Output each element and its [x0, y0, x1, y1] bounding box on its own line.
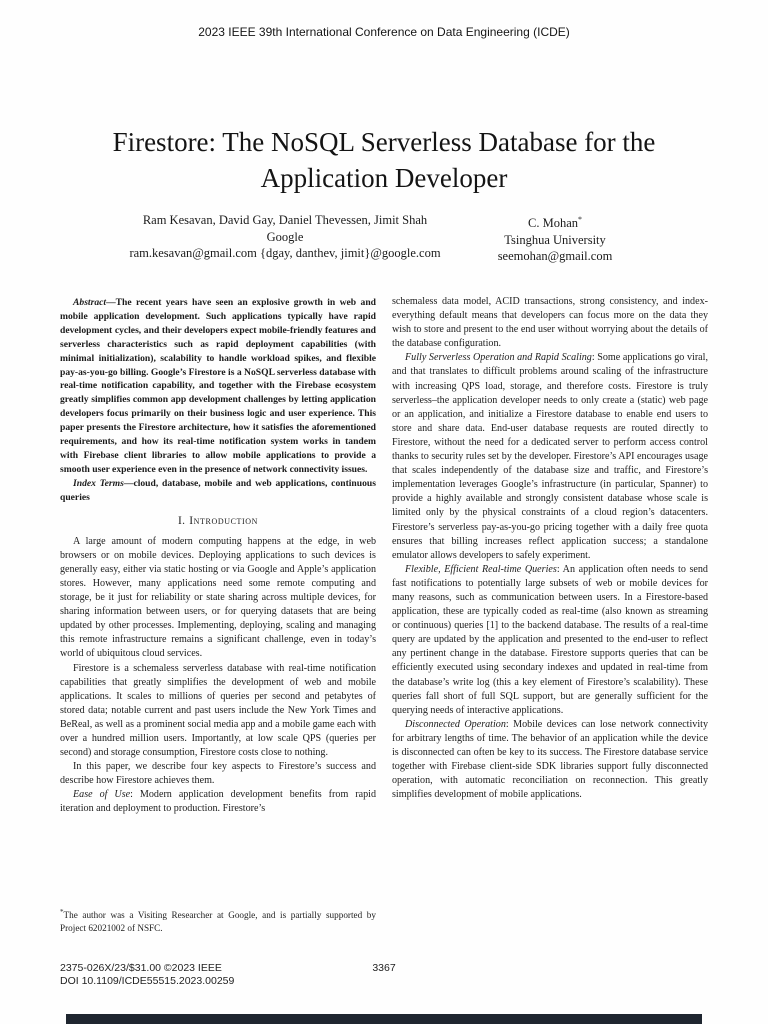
copyright-line: 2375-026X/23/$31.00 ©2023 IEEE [60, 962, 222, 974]
author-group-tsinghua [465, 212, 645, 265]
right-paragraph-serverless-scaling [392, 351, 708, 562]
right-paragraph-continuation: schemaless data model, ACID transactions, strong consistency, and index-everything default means that developers can focus more on the data they wish to store and present to the end user without worrying about the details of the database configuration. [392, 296, 708, 350]
author-email: seemohan@gmail.com [497, 249, 613, 264]
abstract-lead: Abstract [73, 297, 107, 308]
author-name: C. Mohan* [528, 215, 582, 231]
abstract-paragraph [60, 296, 376, 477]
paragraph-text: : Mobile devices can lose network connectivity for arbitrary lengths of time. The behavior of an application while the device is disconnected can often be key to its success. The Firestore database service together with Firebase client-side SDK libraries support fully disconnected operation, with automatic reconciliation on reconnection. This greatly simplifies development of mobile applications. [392, 718, 708, 801]
viewer-bottom-bar [66, 1014, 702, 1024]
paragraph-text: : Modern application development benefits from rapid iteration and deployment to production. Firestore’s [60, 789, 377, 815]
author-footnote [60, 906, 376, 934]
author-emails: ram.kesavan@gmail.com {dgay, danthev, jimit}@google.com [129, 246, 441, 260]
paragraph-text: : An application often needs to send fast notifications to potentially large subsets of web or mobile devices for many reasons, such as communication between users. In a Firestore-based application, these are typically coded as real-time (also known as streaming or continuous) queries [1] to the backend database. The results of a real-time query are updated by the application and presented to the end-user to reflect any pertinent change in the database. Firestore supports queries that can be efficiently executed using secondary indexes and updated in real-time from the database’s write log (this a key element of Firestore’s scalability). These queries fall short of full SQL support, but are generally sufficient for the querying needs of interactive applications. [392, 563, 708, 716]
paragraph-lead: Flexible, Efficient Real-time Queries [405, 563, 557, 575]
paper-title-line2: Application Developer [260, 163, 508, 193]
author-footnote-marker: * [578, 215, 582, 224]
paper-title [40, 124, 728, 196]
left-column [60, 296, 376, 817]
right-column [392, 295, 708, 802]
author-affiliation: Google [266, 229, 304, 244]
conference-header: 2023 IEEE 39th International Conference on Data Engineering (ICDE) [198, 25, 570, 39]
footnote-marker: * [60, 908, 64, 916]
intro-paragraph-1: A large amount of modern computing happens at the edge, in web browsers or on mobile devices. Deploying applications to such devices is generally easy, either via static hosting or via Google and Apple’s application stores. However, many applications need some remote computing and storage, be it just for reliability or state sharing across multiple devices, for sharing information between users, or for querying datasets that are being updated by other processes. Implementing, deploying, scaling and managing this remote infrastructure remains a significant challenge, even in today’s world of ubiquitous cloud services. [60, 535, 376, 660]
index-terms-lead: Index Terms [73, 477, 124, 489]
doi-line: DOI 10.1109/ICDE55515.2023.00259 [60, 974, 235, 987]
page-number: 3367 [372, 962, 396, 974]
footnote-text: The author was a Visiting Researcher at Google, and is partially supported by Project 62021002 of NSFC. [60, 910, 376, 933]
right-paragraph-realtime-queries [392, 563, 708, 718]
index-terms-text: —cloud, database, mobile and web applications, continuous queries [60, 477, 376, 503]
abstract-text: —The recent years have seen an explosive growth in web and mobile application development. Such applications typically have rapid development cycles, and their developers expect mobile-friendly features and serverless characteristics such as rapid deployment capabilities (with minimal initialization), scalability to handle workload spikes, and flexible pay-as-you-go billing. Google’s Firestore is a NoSQL serverless database with real-time notification capability, and together with the Firebase ecosystem greatly simplifies common app development challenges by letting application developers focus primarily on their business logic and user experience. This paper presents the Firestore architecture, how it satisfies the aforementioned requirements, and how its real-time notification system works in tandem with Firebase client libraries to allow mobile applications to provide a smooth user experience even in the presence of network connectivity issues. [60, 297, 376, 475]
section-title: Introduction [189, 514, 259, 527]
intro-paragraph-2: Firestore is a schemaless serverless database with real-time notification capabilities that greatly simplifies the development of web and mobile applications. It scales to millions of queries per second and petabytes of stored data; notable current and past users include the New York Times and BeReal, as well as a prominent social media app and a mobile game each with over a hundred million users. Importantly, at low scale QPS (queries per second) and storage consumption, Firestore costs close to nothing. [60, 662, 376, 759]
intro-paragraph-3: In this paper, we describe four key aspects to Firestore’s success and describe how Firestore achieves them. [60, 761, 376, 787]
right-paragraph-disconnected-operation [392, 718, 708, 803]
paragraph-lead: Disconnected Operation [405, 718, 506, 730]
author-group-google [70, 212, 500, 262]
section-number: I. [177, 514, 186, 527]
paragraph-lead: Ease of Use [73, 789, 131, 801]
paper-title-line1: Firestore: The NoSQL Serverless Database for the [112, 127, 656, 157]
author-affiliation: Tsinghua University [504, 232, 606, 247]
intro-paragraph-ease-of-use [60, 788, 376, 816]
paragraph-text: : Some applications go viral, and that translates to difficult problems around scaling of the infrastructure with increasing QPS load, storage, and therefore costs. Firestore is truly serverless–the application developer needs to only create a (static) web page or an application, and initialize a Firestore database to enable end users to store and share data. End-user database requests are routed directly to Firestore, without the need for a dedicated server to perform access control thanks to security rules set by the developer. Firestore’s API encourages usage that scales independently of the database size and traffic, and Firestore’s implementation leverages Google’s infrastructure (in particular, Spanner) to provide a highly available and strongly consistent database whose scale is limited only by the physical constraints of a cloud region’s datacenters. Firestore’s serverless pay-as-you-go pricing together with a daily free quota ensures that billing increases reflect application success; a standalone emulator allows developers to safely experiment. [392, 352, 708, 561]
author-names: Ram Kesavan, David Gay, Daniel Thevessen, Jimit Shah [142, 213, 428, 227]
paragraph-lead: Fully Serverless Operation and Rapid Scaling [405, 352, 592, 364]
section-heading-introduction [60, 514, 376, 528]
index-terms-paragraph [60, 477, 376, 505]
